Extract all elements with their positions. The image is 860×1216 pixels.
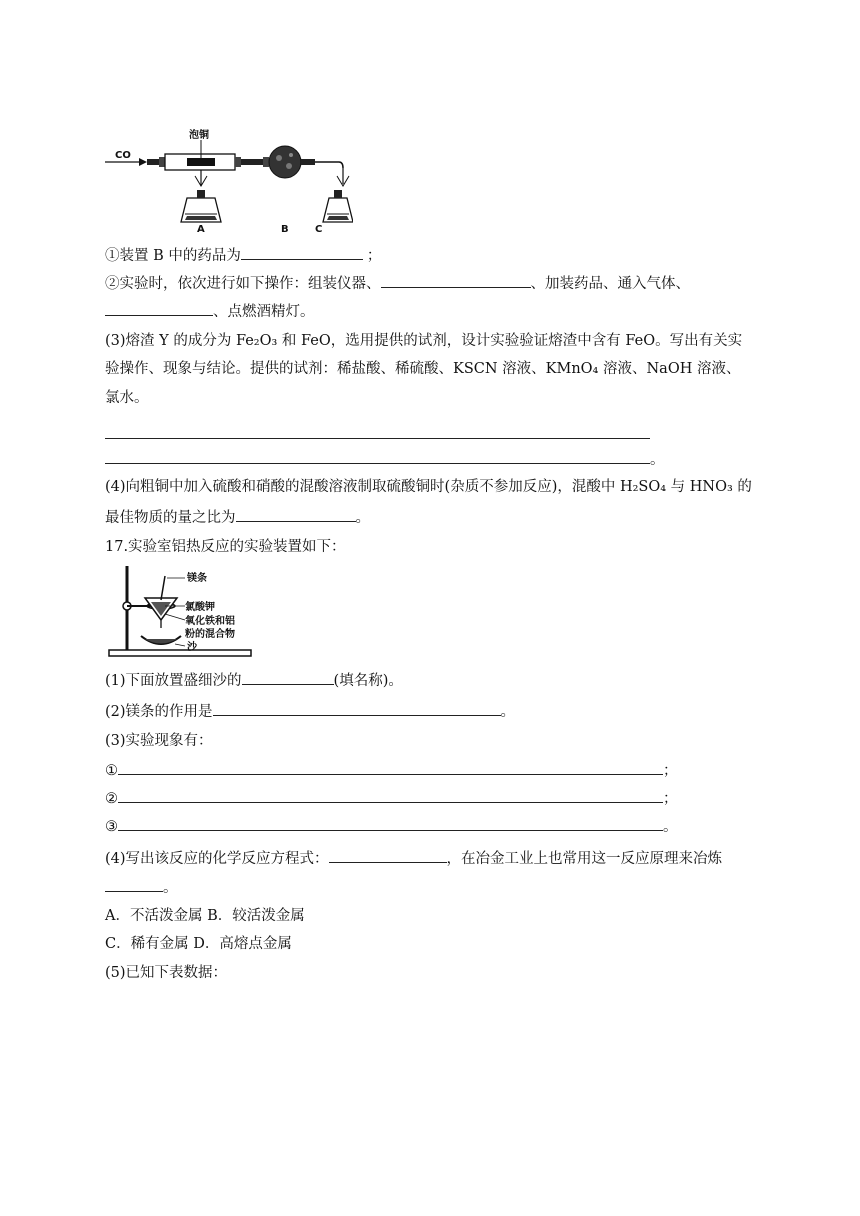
answer-blank-step2[interactable] xyxy=(381,272,531,288)
answer-blank-b-reagent[interactable] xyxy=(241,244,363,260)
q16-part4-text2: 最佳物质的量之比为 xyxy=(105,510,236,526)
label-b: B xyxy=(281,224,289,234)
answer-line-phenomenon-2[interactable] xyxy=(118,787,663,803)
q16-part3-answer1 xyxy=(105,423,650,445)
options-cd[interactable]: C．稀有金属 D．高熔点金属 xyxy=(105,936,292,952)
q16-part1 xyxy=(105,244,381,266)
q17-part1-end: (填名称)。 xyxy=(333,673,403,689)
q17-title-text: 17.实验室铝热反应的实验装置如下： xyxy=(105,539,346,555)
options-ab[interactable]: A．不活泼金属 B．较活泼金属 xyxy=(105,908,305,924)
answer-blank-step4[interactable] xyxy=(105,300,213,316)
apparatus-figure-co xyxy=(103,128,353,234)
q17-phenomenon-2 xyxy=(105,787,678,809)
q16-part2 xyxy=(105,272,690,294)
answer-line-phenomenon-1[interactable] xyxy=(118,759,663,775)
label-c: C xyxy=(315,224,323,234)
label-sand: 沙 xyxy=(187,642,197,653)
q17-part3-title xyxy=(105,731,213,751)
q17-part5 xyxy=(105,963,227,983)
q17-part4-line2 xyxy=(105,876,178,898)
q16-part1-end: ； xyxy=(366,248,382,264)
q16-part2-cont xyxy=(105,300,315,322)
q17-options-row2 xyxy=(105,934,292,954)
q17-part4-line1 xyxy=(105,847,722,869)
q16-part2-end: 、点燃酒精灯。 xyxy=(213,304,315,320)
q16-part4-text1: (4)向粗铜中加入硫酸和硝酸的混酸溶液制取硫酸铜时(杂质不参加反应)，混酸中 H₂SO₄ 与 HNO₃ 的 xyxy=(105,479,752,495)
q17-part1 xyxy=(105,669,403,691)
q16-part3-line2 xyxy=(105,359,740,379)
q17-part4-text1b: ，在冶金工业上也常用这一反应原理来冶炼 xyxy=(446,851,723,867)
phenomenon-mark-1: ① xyxy=(105,763,118,779)
q17-part2-end: 。 xyxy=(500,704,516,720)
q16-part3-line1 xyxy=(105,331,742,351)
q17-part5-text: (5)已知下表数据： xyxy=(105,965,228,981)
phenomenon-mark-2: ② xyxy=(105,791,118,807)
phenomenon-end-3: 。 xyxy=(663,819,678,835)
label-mixture-2: 粉的混合物 xyxy=(185,629,235,640)
apparatus-thermite-drawing xyxy=(105,564,255,660)
label-foam-copper: 泡铜 xyxy=(189,130,209,141)
q16-part3-text3: 氯水。 xyxy=(105,390,149,406)
q17-part2-text: (2)镁条的作用是 xyxy=(105,704,213,720)
q16-part3-text2: 验操作、现象与结论。提供的试剂：稀盐酸、稀硫酸、KSCN 溶液、KMnO₄ 溶液、NaOH 溶液、 xyxy=(105,361,741,377)
q16-part2-text: ②实验时，依次进行如下操作：组装仪器、 xyxy=(105,276,381,292)
q17-part3-title-text: (3)实验现象有： xyxy=(105,733,213,749)
label-kclo3: 氯酸钾 xyxy=(185,602,215,613)
q17-part4-end: 。 xyxy=(163,880,178,896)
q17-part4-text1: (4)写出该反应的化学反应方程式： xyxy=(105,851,329,867)
q16-part3-line3 xyxy=(105,388,149,408)
q17-title xyxy=(105,537,346,557)
q17-part1-text: (1)下面放置盛细沙的 xyxy=(105,673,242,689)
answer-line-feo-1[interactable] xyxy=(105,423,650,439)
q16-part4-line2 xyxy=(105,506,370,528)
answer-blank-metal-type[interactable] xyxy=(105,876,163,892)
answer-line-phenomenon-3[interactable] xyxy=(118,815,663,831)
apparatus-co-drawing xyxy=(103,128,353,234)
q16-part4-end: 。 xyxy=(355,510,370,526)
answer-blank-acid-ratio[interactable] xyxy=(236,506,356,522)
label-mixture-1: 氧化铁和铝 xyxy=(185,616,235,627)
phenomenon-end-1: ； xyxy=(663,763,678,779)
answer-blank-equation[interactable] xyxy=(329,847,447,863)
q17-part2 xyxy=(105,700,515,722)
phenomenon-end-2: ； xyxy=(663,791,678,807)
label-a: A xyxy=(197,224,205,234)
phenomenon-mark-3: ③ xyxy=(105,819,118,835)
answer-blank-container[interactable] xyxy=(242,669,334,685)
q17-options-row1 xyxy=(105,906,305,926)
q16-part3-end: 。 xyxy=(650,452,665,468)
q16-part2-mid: 、加装药品、通入气体、 xyxy=(530,276,690,292)
apparatus-figure-thermite xyxy=(105,564,255,660)
q16-part1-text: ①装置 B 中的药品为 xyxy=(105,248,241,264)
label-co: CO xyxy=(115,150,131,161)
q16-part3-text1: (3)熔渣 Y 的成分为 Fe₂O₃ 和 FeO，选用提供的试剂，设计实验验证熔渣中含有 FeO。写出有关实 xyxy=(105,333,743,349)
answer-blank-magnesium-role[interactable] xyxy=(213,700,501,716)
label-magnesium: 镁条 xyxy=(187,573,207,584)
answer-line-feo-2[interactable] xyxy=(105,448,650,464)
q17-phenomenon-3 xyxy=(105,815,678,837)
q16-part3-answer2 xyxy=(105,448,665,470)
q16-part4-line1 xyxy=(105,477,752,497)
q17-phenomenon-1 xyxy=(105,759,678,781)
